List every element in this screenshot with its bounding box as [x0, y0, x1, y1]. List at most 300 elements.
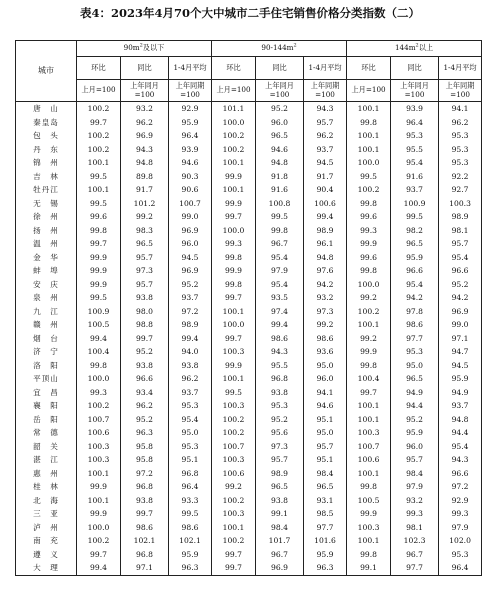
index-value: 102.0 — [439, 534, 482, 548]
index-value: 96.0 — [304, 372, 347, 386]
index-value: 99.4 — [169, 332, 212, 346]
index-value: 101.7 — [256, 534, 304, 548]
city-name: 大 理 — [16, 561, 77, 575]
index-value: 99.2 — [121, 210, 169, 224]
index-value: 100.2 — [77, 143, 121, 157]
index-value: 100.3 — [212, 453, 256, 467]
index-value: 94.5 — [304, 156, 347, 170]
index-value: 96.5 — [256, 480, 304, 494]
city-name: 宜 昌 — [16, 386, 77, 400]
index-value: 94.3 — [121, 143, 169, 157]
index-value: 94.4 — [439, 426, 482, 440]
index-value: 90.4 — [304, 183, 347, 197]
index-value: 100.0 — [347, 156, 391, 170]
index-value: 98.9 — [169, 318, 212, 332]
index-value: 95.3 — [439, 143, 482, 157]
index-value: 99.5 — [212, 386, 256, 400]
index-value: 94.9 — [439, 386, 482, 400]
index-value: 99.5 — [77, 197, 121, 211]
index-value: 96.4 — [439, 561, 482, 575]
index-value: 100.1 — [347, 143, 391, 157]
index-value: 100.0 — [77, 372, 121, 386]
index-value: 93.8 — [121, 494, 169, 508]
index-value: 94.9 — [391, 386, 439, 400]
table-row — [16, 156, 482, 170]
base-period-label: 上年同月=100 — [121, 80, 169, 102]
table-row — [16, 426, 482, 440]
index-value: 100.2 — [212, 413, 256, 427]
index-value: 95.2 — [169, 278, 212, 292]
index-value: 100.6 — [347, 453, 391, 467]
index-value: 96.5 — [391, 372, 439, 386]
index-value: 100.0 — [212, 318, 256, 332]
city-name: 温 州 — [16, 237, 77, 251]
index-value: 100.2 — [212, 534, 256, 548]
index-value: 99.2 — [212, 480, 256, 494]
index-value: 99.4 — [77, 561, 121, 575]
index-value: 96.9 — [439, 305, 482, 319]
city-name: 平顶山 — [16, 372, 77, 386]
index-value: 100.0 — [77, 521, 121, 535]
index-value: 92.9 — [439, 494, 482, 508]
index-value: 93.8 — [169, 359, 212, 373]
index-value: 100.3 — [439, 197, 482, 211]
index-value: 97.3 — [121, 264, 169, 278]
index-value: 100.1 — [77, 156, 121, 170]
index-value: 93.5 — [256, 291, 304, 305]
index-value: 93.2 — [121, 102, 169, 116]
index-value: 100.9 — [77, 305, 121, 319]
base-period-label: 上年同月=100 — [256, 80, 304, 102]
index-value: 100.6 — [77, 426, 121, 440]
index-value: 99.8 — [347, 197, 391, 211]
city-name: 韶 关 — [16, 440, 77, 454]
index-value: 92.7 — [439, 183, 482, 197]
ytd-avg-header: 1-4月平均 — [169, 57, 212, 80]
table-row — [16, 413, 482, 427]
index-value: 93.8 — [121, 359, 169, 373]
index-value: 98.5 — [304, 507, 347, 521]
index-value: 100.2 — [77, 129, 121, 143]
index-value: 99.0 — [169, 210, 212, 224]
city-name: 吉 林 — [16, 170, 77, 184]
index-value: 100.2 — [212, 426, 256, 440]
index-value: 99.2 — [347, 291, 391, 305]
index-value: 97.2 — [439, 480, 482, 494]
index-value: 96.2 — [169, 372, 212, 386]
index-value: 101.6 — [304, 534, 347, 548]
index-value: 96.4 — [169, 129, 212, 143]
index-value: 99.8 — [212, 251, 256, 265]
index-value: 98.6 — [121, 521, 169, 535]
index-value: 98.6 — [169, 521, 212, 535]
city-name: 济 宁 — [16, 345, 77, 359]
index-value: 95.8 — [121, 453, 169, 467]
index-value: 97.1 — [121, 561, 169, 575]
table-row — [16, 521, 482, 535]
index-value: 96.9 — [169, 264, 212, 278]
table-row — [16, 264, 482, 278]
index-value: 94.8 — [256, 156, 304, 170]
index-value: 97.8 — [391, 305, 439, 319]
city-name: 岳 阳 — [16, 413, 77, 427]
index-value: 91.7 — [121, 183, 169, 197]
index-value: 96.2 — [304, 129, 347, 143]
index-value: 99.7 — [347, 386, 391, 400]
index-value: 95.2 — [121, 345, 169, 359]
index-value: 100.5 — [347, 494, 391, 508]
city-name: 丹 东 — [16, 143, 77, 157]
index-value: 100.1 — [347, 102, 391, 116]
index-value: 99.3 — [439, 507, 482, 521]
index-value: 100.1 — [347, 534, 391, 548]
index-value: 94.7 — [439, 345, 482, 359]
index-value: 96.0 — [256, 116, 304, 130]
yoy-header: 同比 — [121, 57, 169, 80]
index-value: 100.3 — [212, 345, 256, 359]
base-period-label: 上年同期=100 — [439, 80, 482, 102]
index-value: 99.9 — [347, 237, 391, 251]
base-period-label: 上月=100 — [77, 80, 121, 102]
index-value: 100.0 — [212, 224, 256, 238]
index-value: 99.7 — [77, 237, 121, 251]
index-value: 95.3 — [169, 440, 212, 454]
index-value: 96.1 — [304, 237, 347, 251]
index-value: 95.7 — [256, 453, 304, 467]
city-name: 南 充 — [16, 534, 77, 548]
index-value: 99.7 — [77, 548, 121, 562]
index-value: 94.6 — [304, 399, 347, 413]
index-value: 96.9 — [256, 561, 304, 575]
index-value: 94.6 — [169, 156, 212, 170]
city-name: 徐 州 — [16, 210, 77, 224]
index-value: 99.7 — [212, 210, 256, 224]
mom-header: 环比 — [212, 57, 256, 80]
city-name: 北 海 — [16, 494, 77, 508]
city-name: 惠 州 — [16, 467, 77, 481]
city-name: 襄 阳 — [16, 399, 77, 413]
index-value: 94.6 — [256, 143, 304, 157]
index-value: 95.3 — [169, 399, 212, 413]
index-value: 100.1 — [212, 156, 256, 170]
index-value: 95.7 — [439, 237, 482, 251]
index-value: 99.8 — [212, 278, 256, 292]
base-period-label: 上月=100 — [347, 80, 391, 102]
index-value: 94.2 — [439, 291, 482, 305]
index-value: 99.2 — [304, 318, 347, 332]
table-row — [16, 534, 482, 548]
index-value: 96.5 — [121, 237, 169, 251]
index-value: 95.4 — [391, 278, 439, 292]
index-value: 100.7 — [77, 413, 121, 427]
table-row — [16, 345, 482, 359]
index-value: 99.5 — [347, 170, 391, 184]
index-value: 93.9 — [391, 102, 439, 116]
base-period-label: 上月=100 — [212, 80, 256, 102]
index-value: 94.8 — [304, 251, 347, 265]
index-value: 93.8 — [121, 291, 169, 305]
index-value: 94.2 — [391, 291, 439, 305]
index-value: 99.8 — [347, 548, 391, 562]
index-value: 97.7 — [304, 521, 347, 535]
index-value: 98.6 — [256, 332, 304, 346]
index-value: 99.7 — [212, 548, 256, 562]
index-value: 100.4 — [77, 345, 121, 359]
index-value: 102.1 — [169, 534, 212, 548]
index-value: 99.8 — [77, 359, 121, 373]
index-value: 99.4 — [77, 332, 121, 346]
index-value: 96.6 — [121, 372, 169, 386]
index-value: 100.2 — [212, 494, 256, 508]
index-value: 97.3 — [256, 440, 304, 454]
index-value: 91.6 — [256, 183, 304, 197]
index-value: 95.7 — [304, 116, 347, 130]
index-value: 97.7 — [391, 561, 439, 575]
index-value: 100.2 — [77, 399, 121, 413]
index-value: 100.5 — [77, 318, 121, 332]
table-row — [16, 332, 482, 346]
index-value: 95.7 — [391, 453, 439, 467]
table-row — [16, 467, 482, 481]
index-value: 96.4 — [169, 480, 212, 494]
index-value: 96.9 — [169, 224, 212, 238]
index-value: 95.2 — [121, 413, 169, 427]
city-name: 包 头 — [16, 129, 77, 143]
yoy-header: 同比 — [256, 57, 304, 80]
index-value: 95.1 — [304, 453, 347, 467]
table-row — [16, 480, 482, 494]
index-value: 93.2 — [304, 291, 347, 305]
index-value: 98.1 — [439, 224, 482, 238]
index-value: 99.8 — [347, 480, 391, 494]
table-row — [16, 507, 482, 521]
index-value: 98.2 — [391, 224, 439, 238]
index-value: 99.9 — [77, 480, 121, 494]
index-value: 96.0 — [391, 440, 439, 454]
index-value: 99.5 — [77, 291, 121, 305]
table-row — [16, 561, 482, 575]
index-value: 90.3 — [169, 170, 212, 184]
index-value: 94.8 — [121, 156, 169, 170]
index-value: 96.5 — [391, 237, 439, 251]
index-value: 99.8 — [256, 224, 304, 238]
index-value: 93.7 — [304, 143, 347, 157]
index-value: 100.7 — [212, 440, 256, 454]
index-value: 96.8 — [256, 372, 304, 386]
index-value: 94.4 — [391, 399, 439, 413]
index-value: 99.9 — [77, 264, 121, 278]
index-value: 94.1 — [304, 386, 347, 400]
index-value: 96.3 — [169, 561, 212, 575]
city-name: 无 锡 — [16, 197, 77, 211]
index-value: 95.2 — [256, 413, 304, 427]
index-value: 95.9 — [439, 372, 482, 386]
table-row — [16, 183, 482, 197]
table-row — [16, 453, 482, 467]
index-value: 98.6 — [391, 318, 439, 332]
index-value: 100.2 — [77, 534, 121, 548]
table-row — [16, 305, 482, 319]
city-name: 三 亚 — [16, 507, 77, 521]
index-value: 98.0 — [121, 305, 169, 319]
index-value: 90.6 — [169, 183, 212, 197]
index-value: 97.7 — [391, 332, 439, 346]
index-value: 96.6 — [439, 467, 482, 481]
ytd-avg-header: 1-4月平均 — [304, 57, 347, 80]
index-value: 99.9 — [212, 170, 256, 184]
index-value: 100.1 — [347, 318, 391, 332]
group-header-90-144: $90-144m^2$ — [212, 41, 347, 57]
index-value: 95.0 — [304, 359, 347, 373]
index-value: 95.0 — [169, 426, 212, 440]
index-value: 100.1 — [212, 521, 256, 535]
index-value: 94.8 — [439, 413, 482, 427]
index-value: 89.8 — [121, 170, 169, 184]
index-value: 95.3 — [391, 345, 439, 359]
table-row — [16, 210, 482, 224]
index-value: 100.9 — [391, 197, 439, 211]
index-value: 99.5 — [77, 170, 121, 184]
city-name: 牡丹江 — [16, 183, 77, 197]
index-value: 96.2 — [121, 116, 169, 130]
index-value: 95.2 — [256, 102, 304, 116]
city-name: 唐 山 — [16, 102, 77, 116]
city-name: 泉 州 — [16, 291, 77, 305]
index-value: 99.4 — [304, 210, 347, 224]
city-name: 洛 阳 — [16, 359, 77, 373]
index-value: 100.1 — [212, 305, 256, 319]
index-value: 99.3 — [391, 507, 439, 521]
table-row — [16, 224, 482, 238]
index-value: 100.2 — [347, 183, 391, 197]
index-value: 99.6 — [347, 251, 391, 265]
index-value: 95.9 — [391, 251, 439, 265]
index-value: 100.3 — [77, 440, 121, 454]
index-value: 95.2 — [391, 413, 439, 427]
table-row — [16, 291, 482, 305]
index-value: 100.6 — [304, 197, 347, 211]
index-value: 99.3 — [77, 386, 121, 400]
index-value: 98.9 — [304, 224, 347, 238]
index-value: 95.0 — [391, 359, 439, 373]
table-row — [16, 440, 482, 454]
index-value: 95.7 — [121, 251, 169, 265]
index-value: 100.1 — [347, 413, 391, 427]
table-row — [16, 359, 482, 373]
index-value: 96.0 — [169, 237, 212, 251]
index-value: 93.4 — [121, 386, 169, 400]
index-value: 94.0 — [169, 345, 212, 359]
index-value: 100.1 — [212, 183, 256, 197]
index-value: 96.5 — [256, 129, 304, 143]
index-value: 99.5 — [256, 210, 304, 224]
index-value: 94.5 — [439, 359, 482, 373]
index-value: 98.4 — [391, 467, 439, 481]
city-name: 安 庆 — [16, 278, 77, 292]
index-value: 99.2 — [347, 332, 391, 346]
table-title: 表4：2023年4月70个大中城市二手住宅销售价格分类指数（二） — [79, 6, 420, 20]
index-value: 97.9 — [391, 480, 439, 494]
index-value: 95.8 — [121, 440, 169, 454]
index-value: 100.1 — [212, 372, 256, 386]
index-value: 100.1 — [77, 494, 121, 508]
index-value: 93.8 — [256, 494, 304, 508]
index-value: 96.8 — [121, 480, 169, 494]
index-value: 96.2 — [439, 116, 482, 130]
mom-header: 环比 — [77, 57, 121, 80]
index-value: 102.3 — [391, 534, 439, 548]
index-value: 99.9 — [77, 507, 121, 521]
index-value: 91.6 — [391, 170, 439, 184]
index-value: 96.6 — [391, 264, 439, 278]
index-value: 100.2 — [212, 129, 256, 143]
index-value: 99.7 — [77, 116, 121, 130]
city-name: 遵 义 — [16, 548, 77, 562]
index-value: 96.5 — [304, 480, 347, 494]
city-name: 蚌 埠 — [16, 264, 77, 278]
index-value: 93.8 — [256, 386, 304, 400]
index-value: 99.8 — [347, 359, 391, 373]
table-row — [16, 237, 482, 251]
index-value: 95.5 — [256, 359, 304, 373]
index-value: 99.4 — [256, 318, 304, 332]
index-value: 99.5 — [169, 507, 212, 521]
index-value: 100.1 — [347, 129, 391, 143]
index-value: 95.1 — [304, 413, 347, 427]
index-value: 100.1 — [347, 399, 391, 413]
index-value: 98.4 — [256, 521, 304, 535]
index-value: 95.9 — [304, 548, 347, 562]
index-value: 95.5 — [391, 143, 439, 157]
index-value: 95.4 — [439, 251, 482, 265]
index-value: 93.3 — [169, 494, 212, 508]
table-row — [16, 318, 482, 332]
table-row — [16, 278, 482, 292]
index-value: 93.1 — [304, 494, 347, 508]
index-value: 100.1 — [347, 467, 391, 481]
index-value: 96.7 — [256, 548, 304, 562]
index-value: 98.9 — [256, 467, 304, 481]
city-column-header: 城市 — [16, 41, 77, 102]
index-value: 98.4 — [304, 467, 347, 481]
table-row — [16, 143, 482, 157]
index-value: 100.0 — [347, 278, 391, 292]
index-value: 99.9 — [347, 345, 391, 359]
group-header-90: $90m^2$及以下 — [77, 41, 212, 57]
index-value: 97.3 — [304, 305, 347, 319]
table-row — [16, 116, 482, 130]
index-value: 94.1 — [439, 102, 482, 116]
index-value: 96.3 — [121, 426, 169, 440]
index-value: 96.7 — [391, 548, 439, 562]
index-value: 93.7 — [391, 183, 439, 197]
index-value: 99.8 — [347, 116, 391, 130]
index-value: 95.3 — [256, 399, 304, 413]
index-value: 98.8 — [121, 318, 169, 332]
index-value: 100.3 — [212, 399, 256, 413]
index-value: 97.1 — [439, 332, 482, 346]
index-value: 95.2 — [439, 278, 482, 292]
index-value: 100.0 — [212, 116, 256, 130]
index-value: 102.1 — [121, 534, 169, 548]
index-value: 97.2 — [121, 467, 169, 481]
index-value: 94.2 — [304, 278, 347, 292]
city-name: 湛 江 — [16, 453, 77, 467]
table-row — [16, 372, 482, 386]
index-value: 99.0 — [439, 318, 482, 332]
index-value: 100.2 — [347, 305, 391, 319]
index-value: 100.6 — [212, 467, 256, 481]
